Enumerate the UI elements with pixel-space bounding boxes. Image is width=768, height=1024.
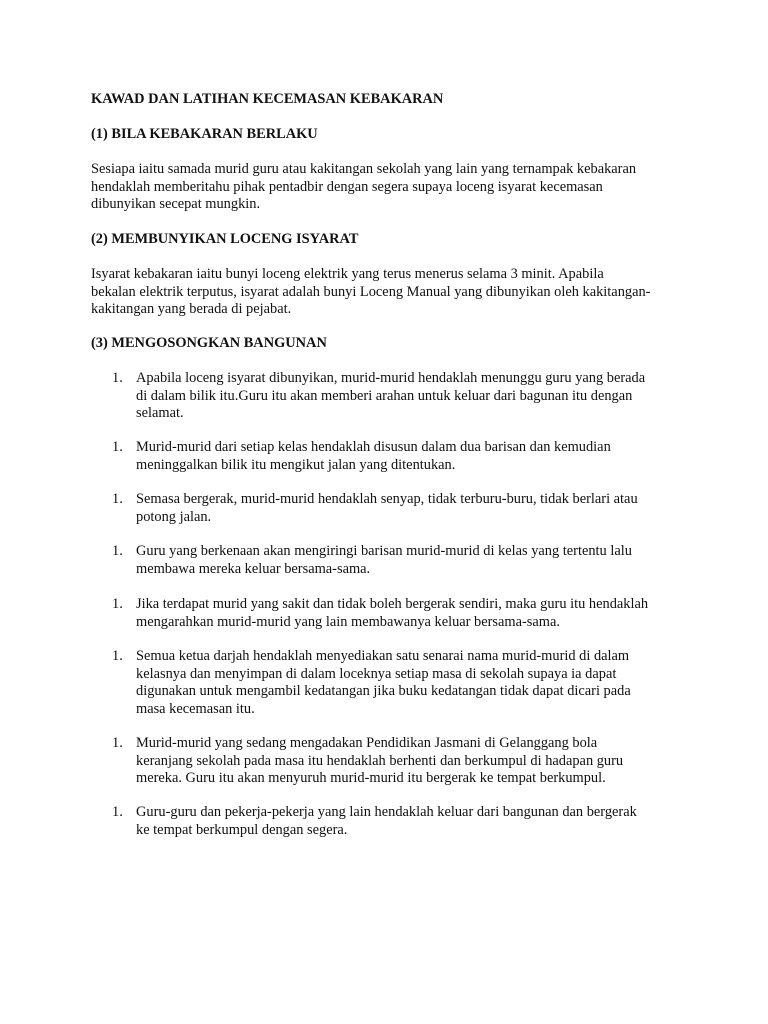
list-item-text [136, 491, 696, 526]
list-number: 1. [112, 543, 123, 559]
list-item-line: selamat. [136, 405, 184, 421]
section-2-paragraph [91, 266, 691, 319]
list-item-line: ke tempat berkumpul dengan segera. [136, 821, 348, 838]
paragraph-line: Sesiapa iaitu samada murid guru atau kakitangan sekolah yang lain yang ternampak kebakaran [91, 161, 637, 177]
list-number: 1. [112, 735, 123, 751]
paragraph-line: kakitangan yang berada di pejabat. [91, 301, 292, 317]
list-number: 1. [112, 804, 123, 820]
list-number: 1. [112, 596, 123, 612]
list-item-line: meninggalkan bilik itu mengikut jalan yang ditentukan. [136, 456, 456, 473]
list-item-line: Murid-murid yang sedang mengadakan Pendidikan Jasmani di Gelanggang bola [136, 735, 598, 751]
list-item-line: Semua ketua darjah hendaklah menyediakan satu senarai nama murid-murid di dalam [136, 648, 630, 664]
list-item-text [136, 648, 696, 718]
list-number: 1. [112, 648, 123, 664]
list-item-line: Semasa bergerak, murid-murid hendaklah senyap, tidak terburu-buru, tidak berlari atau [136, 491, 638, 507]
paragraph-line: hendaklah memberitahu pihak pentadbir dengan segera supaya loceng isyarat kecemasan [91, 178, 603, 195]
list-item-text [136, 804, 696, 839]
list-item-line: Guru-guru dan pekerja-pekerja yang lain hendaklah keluar dari bangunan dan bergerak [136, 804, 637, 820]
paragraph-line: bekalan elektrik terputus, isyarat adalah bunyi Loceng Manual yang dibunyikan oleh kakitangan- [91, 283, 651, 300]
list-item-line: kelasnya dan menyimpan di dalam loceknya setiap masa di sekolah supaya ia dapat [136, 665, 617, 682]
list-item-line: di dalam bilik itu.Guru itu akan memberi arahan untuk keluar dari bagunan itu dengan [136, 387, 633, 404]
list-item-text [136, 370, 696, 423]
section-1-paragraph [91, 161, 691, 214]
section-heading-2: (2) MEMBUNYIKAN LOCENG ISYARAT [91, 231, 359, 247]
section-heading-1: (1) BILA KEBAKARAN BERLAKU [91, 126, 318, 142]
list-item-line: masa kecemasan itu. [136, 700, 255, 717]
list-item-text [136, 439, 696, 474]
list-item-line: Murid-murid dari setiap kelas hendaklah disusun dalam dua barisan dan kemudian [136, 439, 611, 455]
paragraph-line: dibunyikan secepat mungkin. [91, 196, 261, 212]
list-item-line: Jika terdapat murid yang sakit dan tidak boleh bergerak sendiri, maka guru itu hendaklah [136, 596, 649, 612]
list-number: 1. [112, 370, 123, 386]
list-item-line: membawa mereka keluar bersama-sama. [136, 560, 371, 577]
list-item-line: mengarahkan murid-murid yang lain membawanya keluar bersama-sama. [136, 613, 560, 630]
section-heading-3: (3) MENGOSONGKAN BANGUNAN [91, 335, 327, 351]
list-item-line: mereka. Guru itu akan menyuruh murid-murid itu bergerak ke tempat berkumpul. [136, 770, 606, 786]
list-item-text [136, 596, 696, 631]
list-item-line: potong jalan. [136, 508, 212, 525]
list-item-text [136, 543, 696, 578]
list-item-line: Guru yang berkenaan akan mengiringi barisan murid-murid di kelas yang tertentu lalu [136, 543, 632, 559]
list-item-line: keranjang sekolah pada masa itu hendaklah berhenti dan berkumpul di hadapan guru [136, 752, 624, 769]
list-item-line: Apabila loceng isyarat dibunyikan, murid-murid hendaklah menunggu guru yang berada [136, 370, 646, 386]
list-number: 1. [112, 439, 123, 455]
list-item-text [136, 735, 696, 788]
list-item-line: digunakan untuk mengambil kedatangan jika buku kedatangan tidak dapat dicari pada [136, 683, 631, 699]
list-number: 1. [112, 491, 123, 507]
paragraph-line: Isyarat kebakaran iaitu bunyi loceng elektrik yang terus menerus selama 3 minit. Apabila [91, 266, 604, 282]
document-title: KAWAD DAN LATIHAN KECEMASAN KEBAKARAN [91, 91, 444, 107]
